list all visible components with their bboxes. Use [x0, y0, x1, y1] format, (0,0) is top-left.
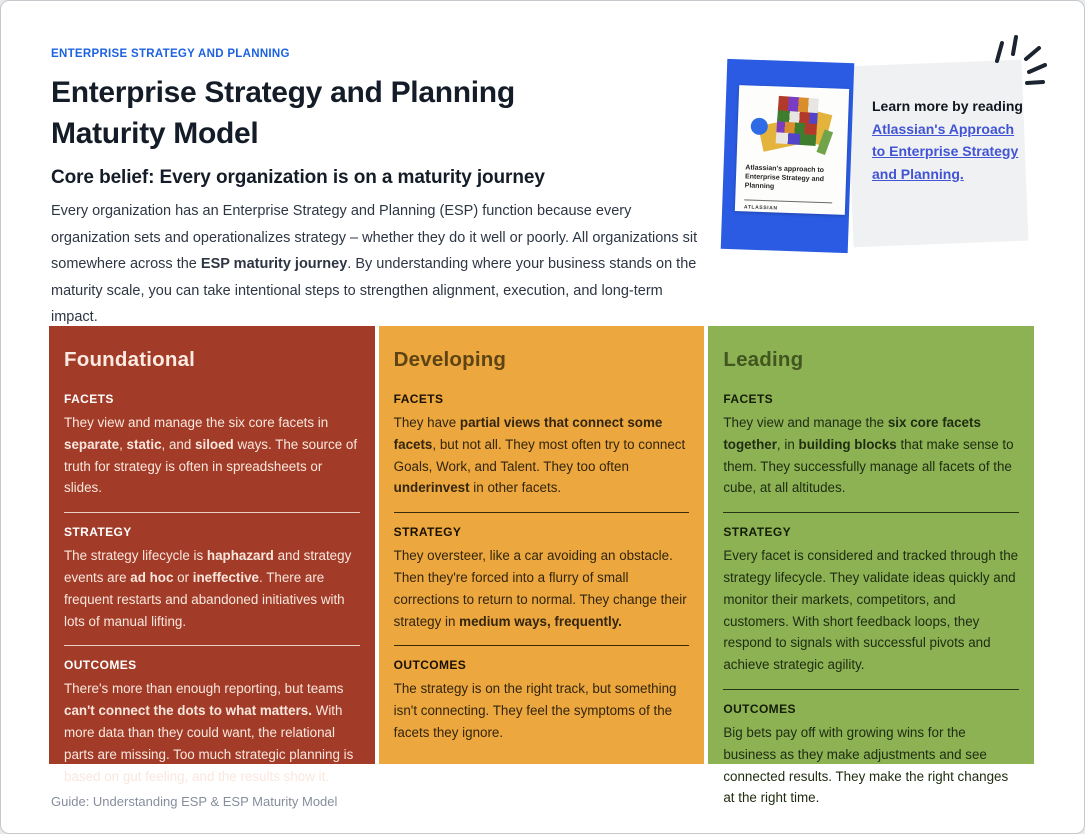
section-divider [64, 645, 360, 646]
section-heading: STRATEGY [393, 525, 462, 540]
page-title-line1: Enterprise Strategy and Planning [51, 76, 515, 109]
section-facets [723, 392, 1019, 499]
learn-more-prefix: Learn more by reading [872, 98, 1023, 114]
section-body: The strategy lifecycle is haphazard and strategy events are ad hoc or ineffective. There are frequent restarts and abandoned initiatives with lots of manual lifting. [64, 548, 352, 629]
section-heading: FACETS [64, 392, 114, 406]
section-body: They oversteer, like a car avoiding an obstacle. Then they're forced into a flurry of small corrections to return to normal. They change their strategy in medium ways, frequently. [393, 548, 687, 629]
header [51, 48, 711, 331]
sparkle-icon [984, 29, 1054, 91]
section-body: Big bets pay off with growing wins for the business as they make adjustments and see connected results. They make the right changes at the right time. [723, 724, 1009, 806]
section-outcomes [394, 658, 690, 743]
section-body: There's more than enough reporting, but teams can't connect the dots to what matters. With more data than they could want, the relational parts are missing. Too much strategic planning is based on gut feeling, and the results show it. [64, 681, 354, 784]
section-divider [64, 512, 360, 513]
section-heading: FACETS [723, 392, 774, 406]
section-heading: OUTCOMES [723, 701, 796, 716]
section-body: Every facet is considered and tracked through the strategy lifecycle. They validate ideas quickly and monitor their markets, competitors, and customers. With short feedback loops, they respond to signals with successful pivots and achieve strategic agility. [723, 548, 1019, 673]
section-heading: OUTCOMES [64, 658, 137, 673]
section-strategy [394, 525, 690, 632]
section-body: They have partial views that connect some facets, but not all. They most often try to connect Goals, Work, and Talent. They too often underinvest in other facets. [393, 415, 686, 496]
section-divider [394, 645, 690, 646]
learn-more-text [872, 95, 1024, 185]
column-developing [379, 326, 705, 764]
book-cover-title: Atlassian's approach to Enterprise Strategy and Planning [744, 164, 825, 191]
column-leading [708, 326, 1034, 806]
cover-divider [744, 199, 832, 203]
section-facets [394, 392, 690, 499]
page-title [51, 72, 711, 154]
section-strategy [64, 525, 360, 632]
section-body: They view and manage the six core facets together, in building blocks that make sense to them. They successfully manage all facets of the cube, at all altitudes. [723, 415, 1014, 496]
column-title: Foundational [64, 348, 196, 371]
learn-more-link[interactable]: Atlassian's Approach to Enterprise Strategy and Planning. [872, 120, 1019, 182]
section-body: The strategy is on the right track, but something isn't connecting. They feel the symptoms of the facets they ignore. [393, 681, 677, 740]
column-title: Leading [723, 348, 804, 371]
section-strategy [723, 525, 1019, 676]
eyebrow-label: ENTERPRISE STRATEGY AND PLANNING [51, 48, 290, 60]
section-divider [723, 512, 1019, 513]
cover-art-mosaic [775, 96, 819, 157]
section-heading: FACETS [393, 392, 444, 406]
book-cover [735, 85, 849, 215]
column-title: Developing [393, 348, 507, 371]
footer-note: Guide: Understanding ESP & ESP Maturity Model [51, 794, 338, 809]
section-outcomes [64, 658, 360, 787]
section-heading: STRATEGY [723, 525, 791, 540]
page-title-line2: Maturity Model [51, 117, 259, 150]
section-divider [394, 512, 690, 513]
section-heading: STRATEGY [64, 525, 132, 540]
intro-paragraph: Every organization has an Enterprise Strategy and Planning (ESP) function because every organization sets and operationalizes strategy – whether they do it well or poorly. All organizations sit somewhere across the ESP maturity journey. By understanding where your business stands on the maturity scale, you can take intentional steps to strengthen alignment, execution, and long-term impact. [51, 203, 698, 325]
section-divider [723, 689, 1019, 690]
column-foundational [49, 326, 375, 784]
section-outcomes [723, 702, 1019, 809]
section-heading: OUTCOMES [393, 658, 467, 673]
book-cover-brand: ATLASSIAN [743, 204, 778, 212]
learn-more-panel [704, 29, 1064, 271]
book-cover-art [746, 93, 840, 158]
core-belief-heading: Core belief: Every organization is on a maturity journey [51, 167, 545, 188]
section-body: They view and manage the six core facets in separate, static, and siloed ways. The source of truth for strategy is often in spreadsheets or slides. [64, 415, 358, 496]
section-facets [64, 392, 360, 499]
